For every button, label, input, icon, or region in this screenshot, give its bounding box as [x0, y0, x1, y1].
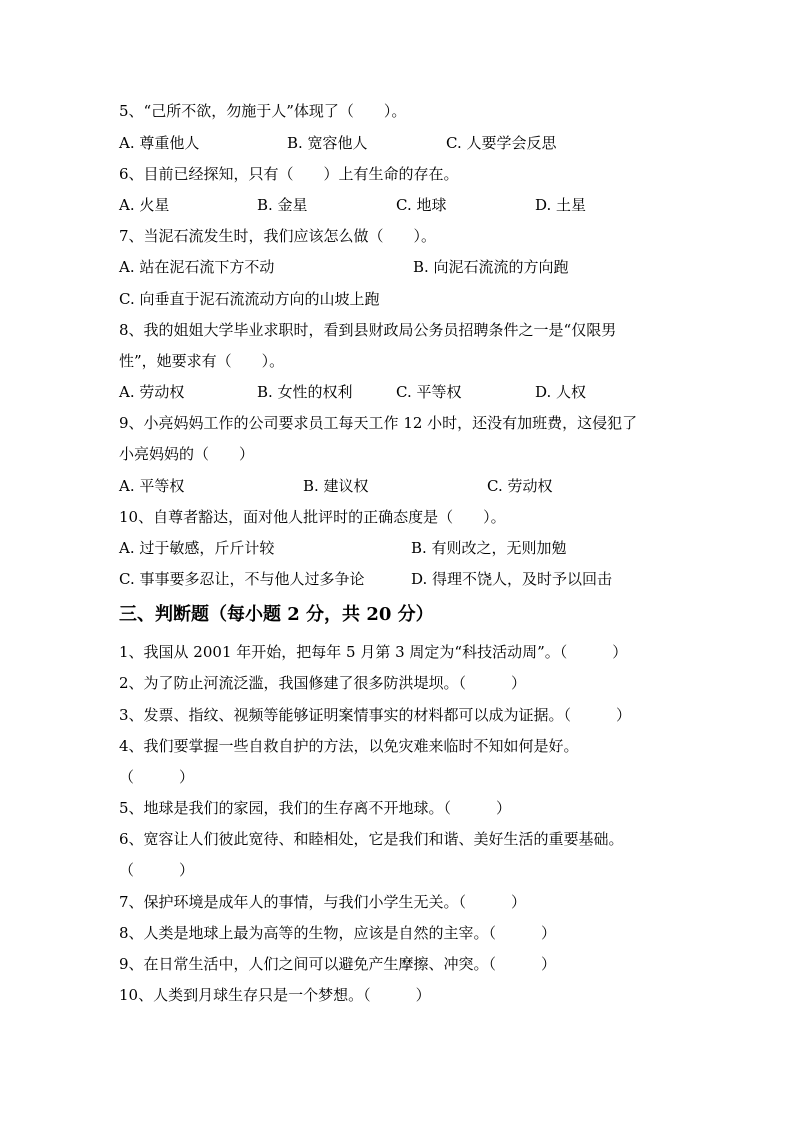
q5-option-b: B. 宽容他人: [287, 134, 368, 152]
judgment-item-2: 2、为了防止河流泛滥，我国修建了很多防洪堤坝。（ ）: [119, 674, 527, 692]
q6-option-d: D. 土星: [535, 196, 587, 214]
q8-option-b: B. 女性的权利: [257, 383, 353, 401]
q9-option-c: C. 劳动权: [487, 477, 553, 495]
judgment-item-7: 7、保护环境是成年人的事情，与我们小学生无关。（ ）: [119, 893, 527, 911]
q6-option-b: B. 金星: [257, 196, 308, 214]
question-6-stem: 6、目前已经探知，只有（ ）上有生命的存在。: [119, 165, 459, 183]
question-9-stem-line2: 小亮妈妈的（ ）: [119, 445, 255, 463]
judgment-item-4-answer: （ ）: [119, 768, 195, 786]
q10-option-a: A. 过于敏感，斤斤计较: [119, 539, 275, 557]
question-10-stem: 10、自尊者豁达，面对他人批评时的正确态度是（ ）。: [119, 508, 506, 526]
judgment-item-6-answer: （ ）: [119, 861, 195, 879]
q7-option-b: B. 向泥石流流的方向跑: [413, 258, 569, 276]
q5-option-a: A. 尊重他人: [119, 134, 200, 152]
judgment-item-8: 8、人类是地球上最为高等的生物，应该是自然的主宰。（ ）: [119, 924, 557, 942]
q8-option-d: D. 人权: [535, 383, 587, 401]
section-heading-true-false: 三、判断题（每小题 2 分，共 20 分）: [119, 604, 434, 625]
q10-option-b: B. 有则改之，无则加勉: [411, 539, 567, 557]
q8-option-a: A. 劳动权: [119, 383, 185, 401]
q10-option-c: C. 事事要多忍让，不与他人过多争论: [119, 570, 365, 588]
question-8-stem-line2: 性”，她要求有（ ）。: [119, 352, 285, 370]
q8-option-c: C. 平等权: [396, 383, 462, 401]
question-5-stem: 5、“己所不欲，勿施于人”体现了（ ）。: [119, 102, 407, 120]
judgment-item-9: 9、在日常生活中，人们之间可以避免产生摩擦、冲突。（ ）: [119, 955, 557, 973]
q9-option-b: B. 建议权: [303, 477, 369, 495]
q9-option-a: A. 平等权: [119, 477, 185, 495]
q7-option-a: A. 站在泥石流下方不动: [119, 258, 275, 276]
question-9-stem-line1: 9、小亮妈妈工作的公司要求员工每天工作 12 小时，还没有加班费，这侵犯了: [119, 414, 638, 432]
judgment-item-5: 5、地球是我们的家园，我们的生存离不开地球。（ ）: [119, 799, 512, 817]
q6-option-a: A. 火星: [119, 196, 170, 214]
q5-option-c: C. 人要学会反思: [446, 134, 557, 152]
question-8-stem-line1: 8、我的姐姐大学毕业求职时，看到县财政局公务员招聘条件之一是“仅限男: [119, 321, 617, 339]
q10-option-d: D. 得理不饶人，及时予以回击: [411, 570, 613, 588]
judgment-item-6: 6、宽容让人们彼此宽待、和睦相处，它是我们和谐、美好生活的重要基础。: [119, 830, 624, 848]
q6-option-c: C. 地球: [396, 196, 447, 214]
judgment-item-4: 4、我们要掌握一些自救自护的方法，以免灾难来临时不知如何是好。: [119, 737, 579, 755]
judgment-item-3: 3、发票、指纹、视频等能够证明案情事实的材料都可以成为证据。（ ）: [119, 706, 632, 724]
judgment-item-10: 10、人类到月球生存只是一个梦想。（ ）: [119, 986, 431, 1004]
judgment-item-1: 1、我国从 2001 年开始，把每年 5 月第 3 周定为“科技活动周”。（ ）: [119, 643, 628, 661]
q7-option-c: C. 向垂直于泥石流流动方向的山坡上跑: [119, 290, 380, 308]
question-7-stem: 7、当泥石流发生时，我们应该怎么做（ ）。: [119, 227, 437, 245]
